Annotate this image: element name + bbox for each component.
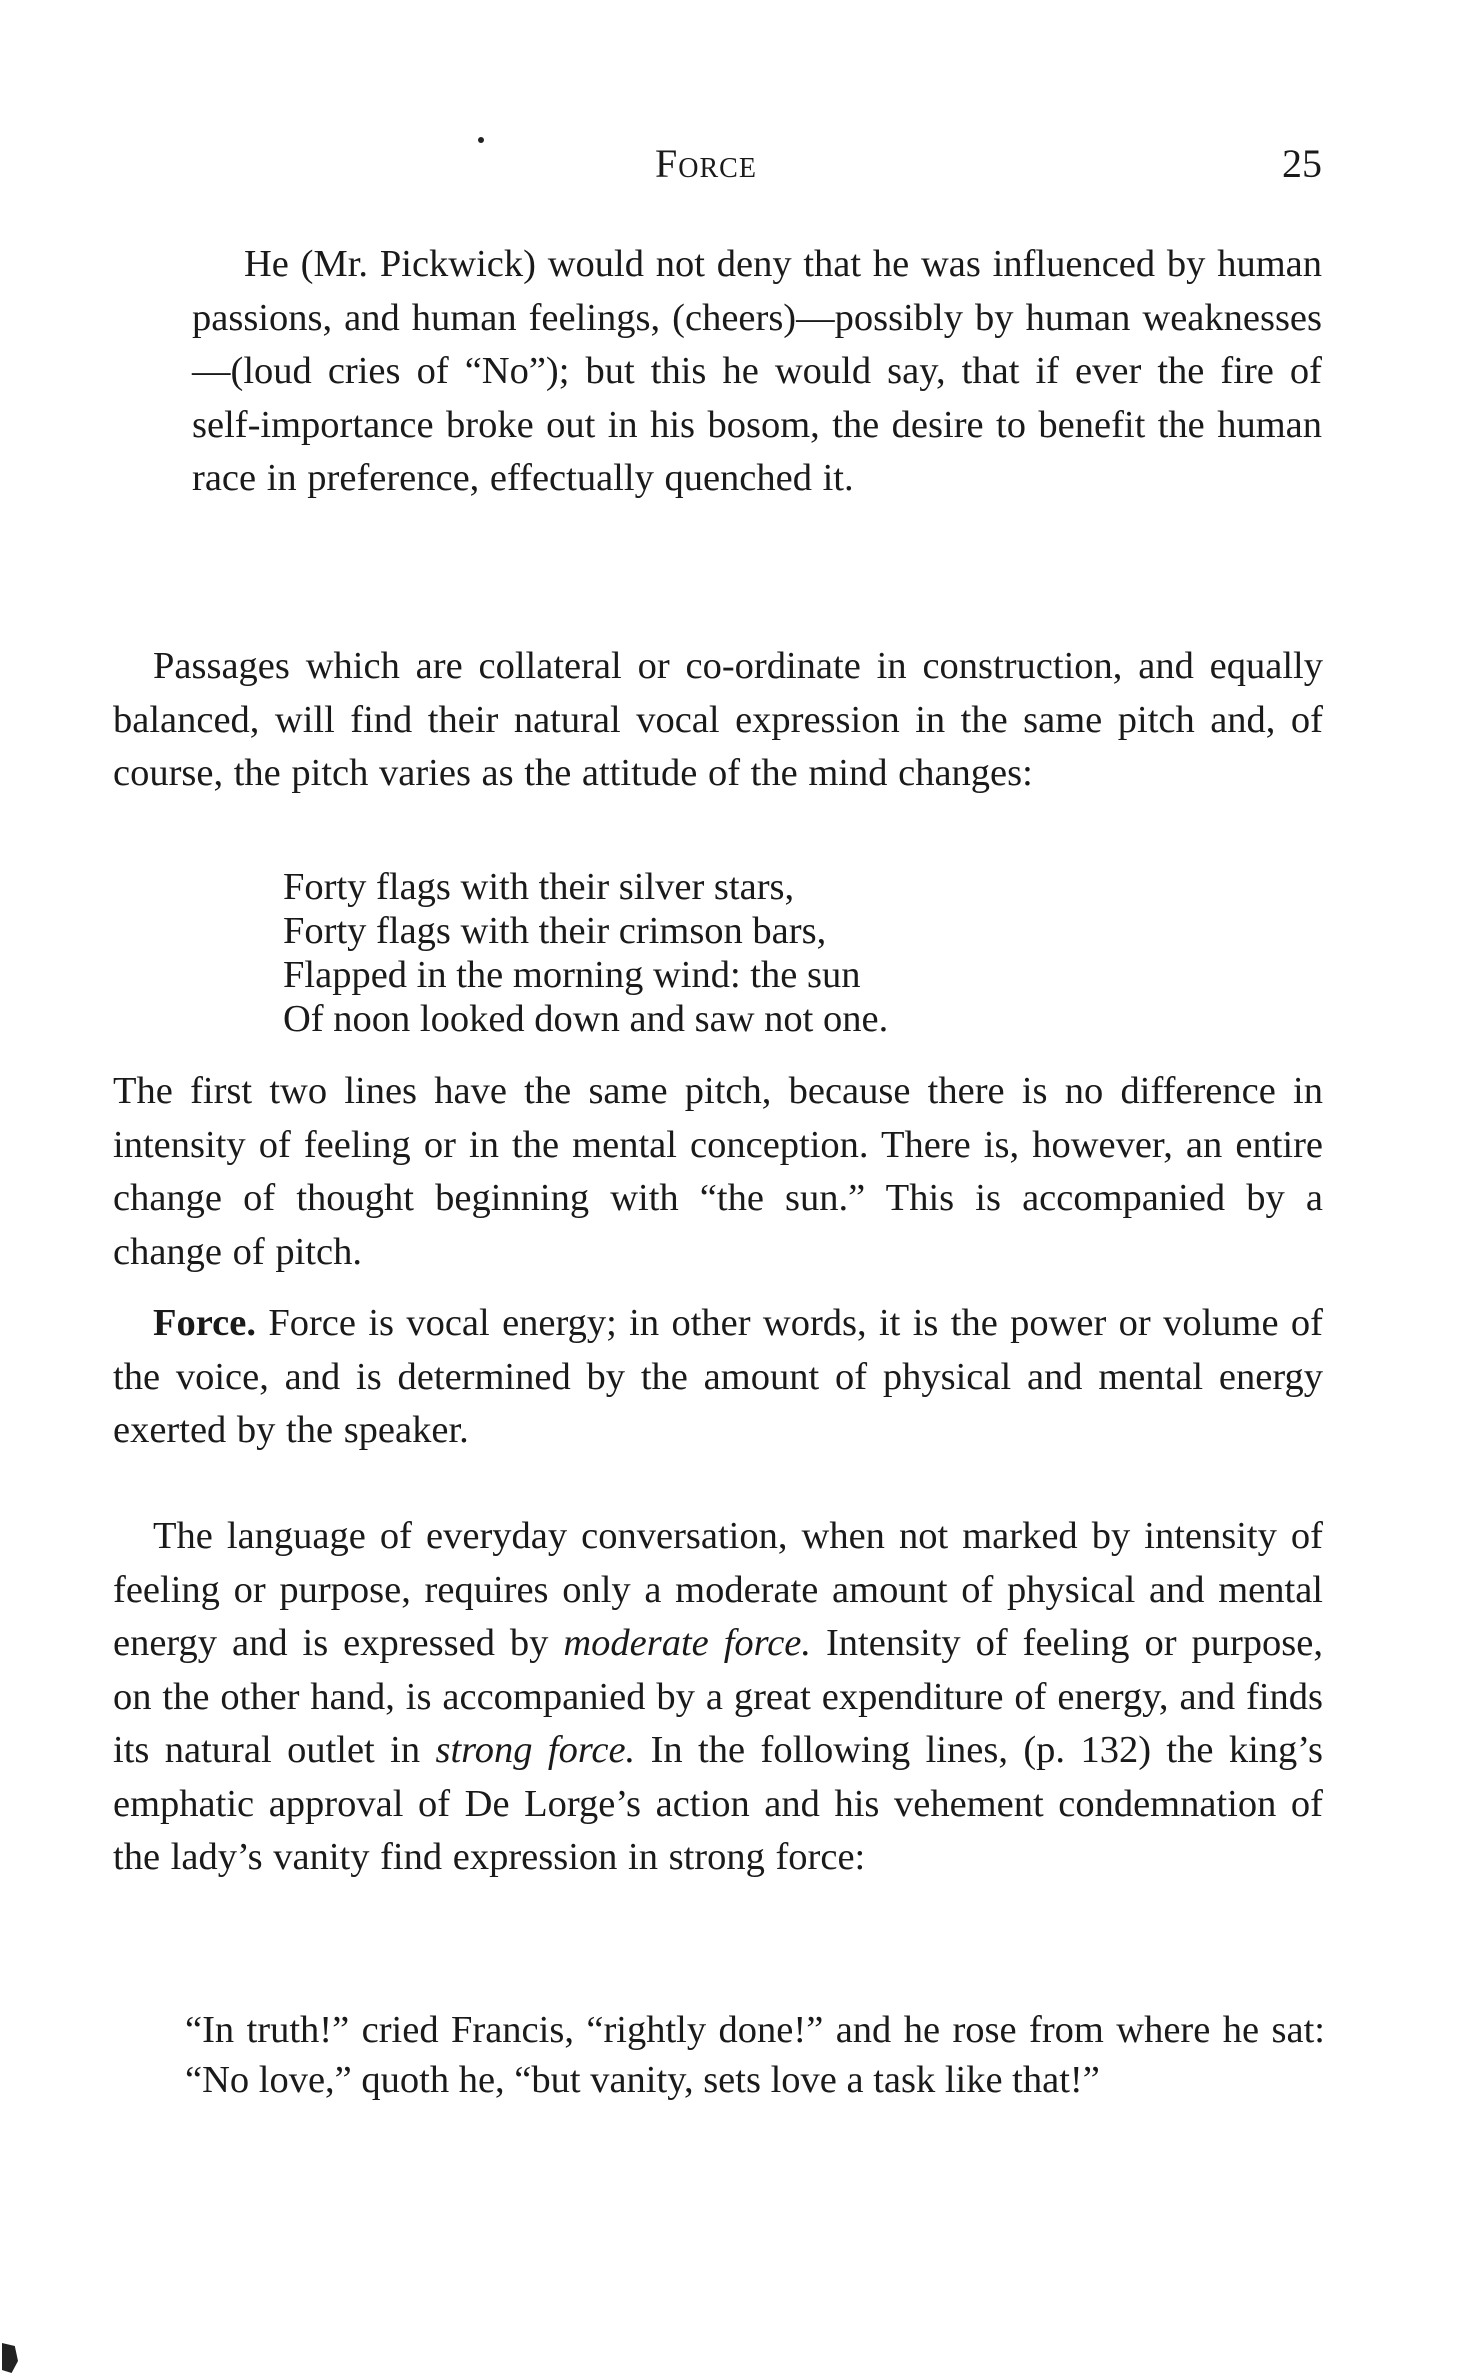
term-moderate-force: moderate force. — [563, 1622, 811, 1664]
scan-artifact-mark — [2, 2343, 18, 2373]
section-label-force: Force. — [153, 1302, 256, 1344]
verse-forty-flags — [283, 865, 888, 1041]
verse-francis — [185, 2008, 1325, 2108]
verse-line: “No love,” quoth he, “but vanity, sets love a task like that!” — [185, 2059, 1100, 2101]
pickwick-quote — [192, 238, 1322, 506]
paragraph-part: The language of everyday conversation, when not marked by intensity of feeling or purpose, requires only a moderate amount of physical and mental energy and is expressed by — [113, 1515, 1323, 1664]
paragraph-text: Passages which are collateral or co-ordinate in construction, and equally balanced, will find their natural vocal expression in the same pitch and, of course, the pitch varies as the attitude of the mind changes: — [113, 645, 1323, 794]
running-title: Force — [655, 141, 757, 186]
page-number: 25 — [1282, 141, 1322, 186]
paragraph-force-definition — [113, 1297, 1323, 1458]
verse-line: Forty flags with their silver stars, — [283, 866, 795, 908]
verse-line: Flapped in the morning wind: the sun — [283, 954, 861, 996]
verse-line: Forty flags with their crimson bars, — [283, 910, 827, 952]
paragraph-collateral-passages — [113, 640, 1323, 801]
verse-line: Of noon looked down and saw not one. — [283, 998, 889, 1040]
paragraph-text — [113, 1297, 1323, 1458]
paragraph-everyday-conversation — [113, 1510, 1323, 1885]
paragraph-text — [113, 1510, 1323, 1885]
paragraph-part: Intensity of feeling or purpose, on the other hand, is accompanied by a great expenditure of energy, and finds its natural outlet in — [113, 1622, 1323, 1771]
paragraph-pitch-explanation — [113, 1065, 1323, 1279]
paragraph-part: In the following lines, (p. 132) the king’s emphatic approval of De Lorge’s action and his vehement condemnation of the lady’s vanity find expression in strong force: — [113, 1729, 1323, 1878]
paragraph-text: The first two lines have the same pitch, because there is no difference in intensity of feeling or in the mental conception. There is, however, an entire change of thought beginning with “the sun.” This is accompanied by a change of pitch. — [113, 1070, 1323, 1273]
running-head — [0, 140, 1477, 190]
force-definition-text: Force is vocal energy; in other words, it is the power or volume of the voice, and is determined by the amount of physical and mental energy exerted by the speaker. — [113, 1302, 1323, 1451]
term-strong-force: strong force. — [435, 1729, 636, 1771]
verse-line: “In truth!” cried Francis, “rightly done!” and he rose from where he sat: — [185, 2009, 1325, 2051]
pickwick-quote-text: He (Mr. Pickwick) would not deny that he was influenced by human passions, and human feelings, (cheers)—possibly by human weaknesses—(loud cries of “No”); but this he would say, that if ever the fire of self-importance broke out in his bosom, the desire to benefit the human race in preference, effectually quenched it. — [192, 243, 1322, 499]
